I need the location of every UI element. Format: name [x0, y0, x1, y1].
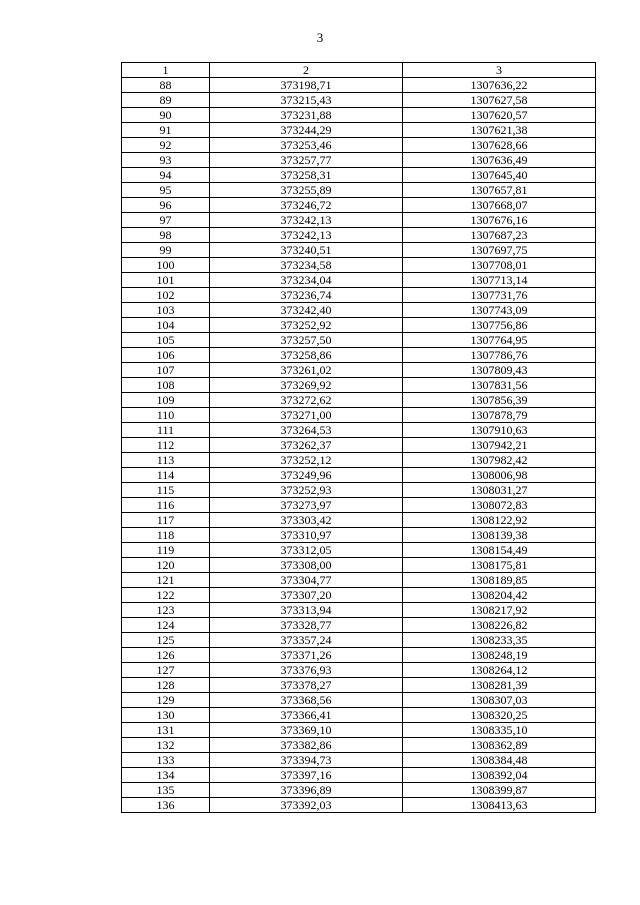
point-number-cell: 104: [122, 318, 210, 333]
table-row: [122, 543, 596, 558]
point-number-cell: 91: [122, 123, 210, 138]
x-coordinate-cell: 373310,97: [210, 528, 403, 543]
x-coordinate-cell: 373242,40: [210, 303, 403, 318]
y-coordinate-cell: 1307657,81: [403, 183, 596, 198]
x-coordinate-cell: 373253,46: [210, 138, 403, 153]
point-number-cell: 111: [122, 423, 210, 438]
y-coordinate-cell: 1307831,56: [403, 378, 596, 393]
header-cell-y: 3: [403, 63, 596, 78]
x-coordinate-cell: 373371,26: [210, 648, 403, 663]
table-row: [122, 513, 596, 528]
table-row: [122, 798, 596, 813]
y-coordinate-cell: 1308072,83: [403, 498, 596, 513]
table-row: [122, 78, 596, 93]
x-coordinate-cell: 373376,93: [210, 663, 403, 678]
table-row: [122, 708, 596, 723]
y-coordinate-cell: 1308264,12: [403, 663, 596, 678]
x-coordinate-cell: 373249,96: [210, 468, 403, 483]
table-header: [122, 63, 596, 78]
y-coordinate-cell: 1307910,63: [403, 423, 596, 438]
table-row: [122, 213, 596, 228]
table-row: [122, 633, 596, 648]
point-number-cell: 127: [122, 663, 210, 678]
table-row: [122, 603, 596, 618]
x-coordinate-cell: 373308,00: [210, 558, 403, 573]
point-number-cell: 118: [122, 528, 210, 543]
point-number-cell: 122: [122, 588, 210, 603]
x-coordinate-cell: 373264,53: [210, 423, 403, 438]
x-coordinate-cell: 373261,02: [210, 363, 403, 378]
table-row: [122, 663, 596, 678]
y-coordinate-cell: 1308226,82: [403, 618, 596, 633]
y-coordinate-cell: 1307764,95: [403, 333, 596, 348]
x-coordinate-cell: 373369,10: [210, 723, 403, 738]
x-coordinate-cell: 373231,88: [210, 108, 403, 123]
table-row: [122, 378, 596, 393]
table-row: [122, 753, 596, 768]
table-row: [122, 168, 596, 183]
y-coordinate-cell: 1308189,85: [403, 573, 596, 588]
y-coordinate-cell: 1308248,19: [403, 648, 596, 663]
point-number-cell: 131: [122, 723, 210, 738]
x-coordinate-cell: 373252,93: [210, 483, 403, 498]
y-coordinate-cell: 1307636,22: [403, 78, 596, 93]
table-row: [122, 108, 596, 123]
table-row: [122, 288, 596, 303]
x-coordinate-cell: 373234,58: [210, 258, 403, 273]
page-number: 3: [316, 30, 324, 45]
y-coordinate-cell: 1308413,63: [403, 798, 596, 813]
y-coordinate-cell: 1307676,16: [403, 213, 596, 228]
point-number-cell: 95: [122, 183, 210, 198]
point-number-cell: 90: [122, 108, 210, 123]
x-coordinate-cell: 373313,94: [210, 603, 403, 618]
table-row: [122, 363, 596, 378]
x-coordinate-cell: 373397,16: [210, 768, 403, 783]
point-number-cell: 89: [122, 93, 210, 108]
table-row: [122, 738, 596, 753]
x-coordinate-cell: 373271,00: [210, 408, 403, 423]
y-coordinate-cell: 1307878,79: [403, 408, 596, 423]
y-coordinate-cell: 1307628,66: [403, 138, 596, 153]
x-coordinate-cell: 373396,89: [210, 783, 403, 798]
table-row: [122, 438, 596, 453]
point-number-cell: 103: [122, 303, 210, 318]
point-number-cell: 108: [122, 378, 210, 393]
table-row: [122, 318, 596, 333]
table-row: [122, 348, 596, 363]
y-coordinate-cell: 1308399,87: [403, 783, 596, 798]
y-coordinate-cell: 1307856,39: [403, 393, 596, 408]
table-row: [122, 138, 596, 153]
table-row: [122, 333, 596, 348]
y-coordinate-cell: 1307697,75: [403, 243, 596, 258]
header-cell-point-number: 1: [122, 63, 210, 78]
y-coordinate-cell: 1307627,58: [403, 93, 596, 108]
table-row: [122, 528, 596, 543]
point-number-cell: 128: [122, 678, 210, 693]
point-number-cell: 96: [122, 198, 210, 213]
x-coordinate-cell: 373242,13: [210, 213, 403, 228]
y-coordinate-cell: 1307687,23: [403, 228, 596, 243]
table-row: [122, 183, 596, 198]
y-coordinate-cell: 1307731,76: [403, 288, 596, 303]
x-coordinate-cell: 373258,31: [210, 168, 403, 183]
table-row: [122, 573, 596, 588]
table-row: [122, 468, 596, 483]
y-coordinate-cell: 1308335,10: [403, 723, 596, 738]
point-number-cell: 124: [122, 618, 210, 633]
table-row: [122, 588, 596, 603]
point-number-cell: 114: [122, 468, 210, 483]
point-number-cell: 92: [122, 138, 210, 153]
point-number-cell: 100: [122, 258, 210, 273]
x-coordinate-cell: 373215,43: [210, 93, 403, 108]
x-coordinate-cell: 373272,62: [210, 393, 403, 408]
y-coordinate-cell: 1308122,92: [403, 513, 596, 528]
point-number-cell: 101: [122, 273, 210, 288]
point-number-cell: 88: [122, 78, 210, 93]
header-cell-x: 2: [210, 63, 403, 78]
point-number-cell: 102: [122, 288, 210, 303]
point-number-cell: 132: [122, 738, 210, 753]
x-coordinate-cell: 373252,92: [210, 318, 403, 333]
y-coordinate-cell: 1307708,01: [403, 258, 596, 273]
table-row: [122, 393, 596, 408]
point-number-cell: 109: [122, 393, 210, 408]
point-number-cell: 116: [122, 498, 210, 513]
x-coordinate-cell: 373328,77: [210, 618, 403, 633]
table-row: [122, 558, 596, 573]
table-row: [122, 483, 596, 498]
table-row: [122, 273, 596, 288]
y-coordinate-cell: 1308384,48: [403, 753, 596, 768]
x-coordinate-cell: 373257,50: [210, 333, 403, 348]
x-coordinate-cell: 373242,13: [210, 228, 403, 243]
point-number-cell: 130: [122, 708, 210, 723]
point-number-cell: 134: [122, 768, 210, 783]
table-row: [122, 423, 596, 438]
table-row: [122, 303, 596, 318]
x-coordinate-cell: 373269,92: [210, 378, 403, 393]
x-coordinate-cell: 373246,72: [210, 198, 403, 213]
coordinates-table: [121, 62, 596, 813]
x-coordinate-cell: 373357,24: [210, 633, 403, 648]
y-coordinate-cell: 1307636,49: [403, 153, 596, 168]
x-coordinate-cell: 373312,05: [210, 543, 403, 558]
point-number-cell: 107: [122, 363, 210, 378]
x-coordinate-cell: 373234,04: [210, 273, 403, 288]
y-coordinate-cell: 1308307,03: [403, 693, 596, 708]
x-coordinate-cell: 373303,42: [210, 513, 403, 528]
point-number-cell: 119: [122, 543, 210, 558]
x-coordinate-cell: 373258,86: [210, 348, 403, 363]
point-number-cell: 120: [122, 558, 210, 573]
table-row: [122, 198, 596, 213]
y-coordinate-cell: 1307743,09: [403, 303, 596, 318]
table-row: [122, 618, 596, 633]
y-coordinate-cell: 1307620,57: [403, 108, 596, 123]
point-number-cell: 105: [122, 333, 210, 348]
table-row: [122, 768, 596, 783]
table-row: [122, 153, 596, 168]
y-coordinate-cell: 1308031,27: [403, 483, 596, 498]
y-coordinate-cell: 1308175,81: [403, 558, 596, 573]
x-coordinate-cell: 373382,86: [210, 738, 403, 753]
y-coordinate-cell: 1307668,07: [403, 198, 596, 213]
point-number-cell: 113: [122, 453, 210, 468]
point-number-cell: 136: [122, 798, 210, 813]
point-number-cell: 106: [122, 348, 210, 363]
x-coordinate-cell: 373262,37: [210, 438, 403, 453]
y-coordinate-cell: 1308320,25: [403, 708, 596, 723]
point-number-cell: 99: [122, 243, 210, 258]
table-row: [122, 93, 596, 108]
header-row: [122, 63, 596, 78]
x-coordinate-cell: 373236,74: [210, 288, 403, 303]
y-coordinate-cell: 1307809,43: [403, 363, 596, 378]
y-coordinate-cell: 1308006,98: [403, 468, 596, 483]
table-body: [122, 78, 596, 813]
table-row: [122, 228, 596, 243]
x-coordinate-cell: 373273,97: [210, 498, 403, 513]
y-coordinate-cell: 1308139,38: [403, 528, 596, 543]
table-row: [122, 408, 596, 423]
x-coordinate-cell: 373304,77: [210, 573, 403, 588]
x-coordinate-cell: 373198,71: [210, 78, 403, 93]
point-number-cell: 97: [122, 213, 210, 228]
x-coordinate-cell: 373368,56: [210, 693, 403, 708]
point-number-cell: 93: [122, 153, 210, 168]
point-number-cell: 94: [122, 168, 210, 183]
y-coordinate-cell: 1307621,38: [403, 123, 596, 138]
y-coordinate-cell: 1308217,92: [403, 603, 596, 618]
y-coordinate-cell: 1307942,21: [403, 438, 596, 453]
y-coordinate-cell: 1307713,14: [403, 273, 596, 288]
point-number-cell: 133: [122, 753, 210, 768]
point-number-cell: 126: [122, 648, 210, 663]
x-coordinate-cell: 373257,77: [210, 153, 403, 168]
point-number-cell: 123: [122, 603, 210, 618]
point-number-cell: 110: [122, 408, 210, 423]
table-row: [122, 498, 596, 513]
y-coordinate-cell: 1308392,04: [403, 768, 596, 783]
point-number-cell: 125: [122, 633, 210, 648]
x-coordinate-cell: 373378,27: [210, 678, 403, 693]
y-coordinate-cell: 1307982,42: [403, 453, 596, 468]
table-row: [122, 453, 596, 468]
y-coordinate-cell: 1307645,40: [403, 168, 596, 183]
y-coordinate-cell: 1307756,86: [403, 318, 596, 333]
x-coordinate-cell: 373240,51: [210, 243, 403, 258]
point-number-cell: 115: [122, 483, 210, 498]
table-row: [122, 678, 596, 693]
y-coordinate-cell: 1308204,42: [403, 588, 596, 603]
point-number-cell: 98: [122, 228, 210, 243]
y-coordinate-cell: 1308281,39: [403, 678, 596, 693]
x-coordinate-cell: 373392,03: [210, 798, 403, 813]
table-row: [122, 783, 596, 798]
y-coordinate-cell: 1307786,76: [403, 348, 596, 363]
y-coordinate-cell: 1308362,89: [403, 738, 596, 753]
x-coordinate-cell: 373366,41: [210, 708, 403, 723]
table-row: [122, 258, 596, 273]
table-row: [122, 693, 596, 708]
x-coordinate-cell: 373252,12: [210, 453, 403, 468]
table-row: [122, 648, 596, 663]
x-coordinate-cell: 373244,29: [210, 123, 403, 138]
x-coordinate-cell: 373255,89: [210, 183, 403, 198]
x-coordinate-cell: 373307,20: [210, 588, 403, 603]
point-number-cell: 129: [122, 693, 210, 708]
x-coordinate-cell: 373394,73: [210, 753, 403, 768]
y-coordinate-cell: 1308154,49: [403, 543, 596, 558]
table-row: [122, 123, 596, 138]
point-number-cell: 117: [122, 513, 210, 528]
table-row: [122, 723, 596, 738]
table-row: [122, 243, 596, 258]
point-number-cell: 135: [122, 783, 210, 798]
point-number-cell: 121: [122, 573, 210, 588]
y-coordinate-cell: 1308233,35: [403, 633, 596, 648]
point-number-cell: 112: [122, 438, 210, 453]
